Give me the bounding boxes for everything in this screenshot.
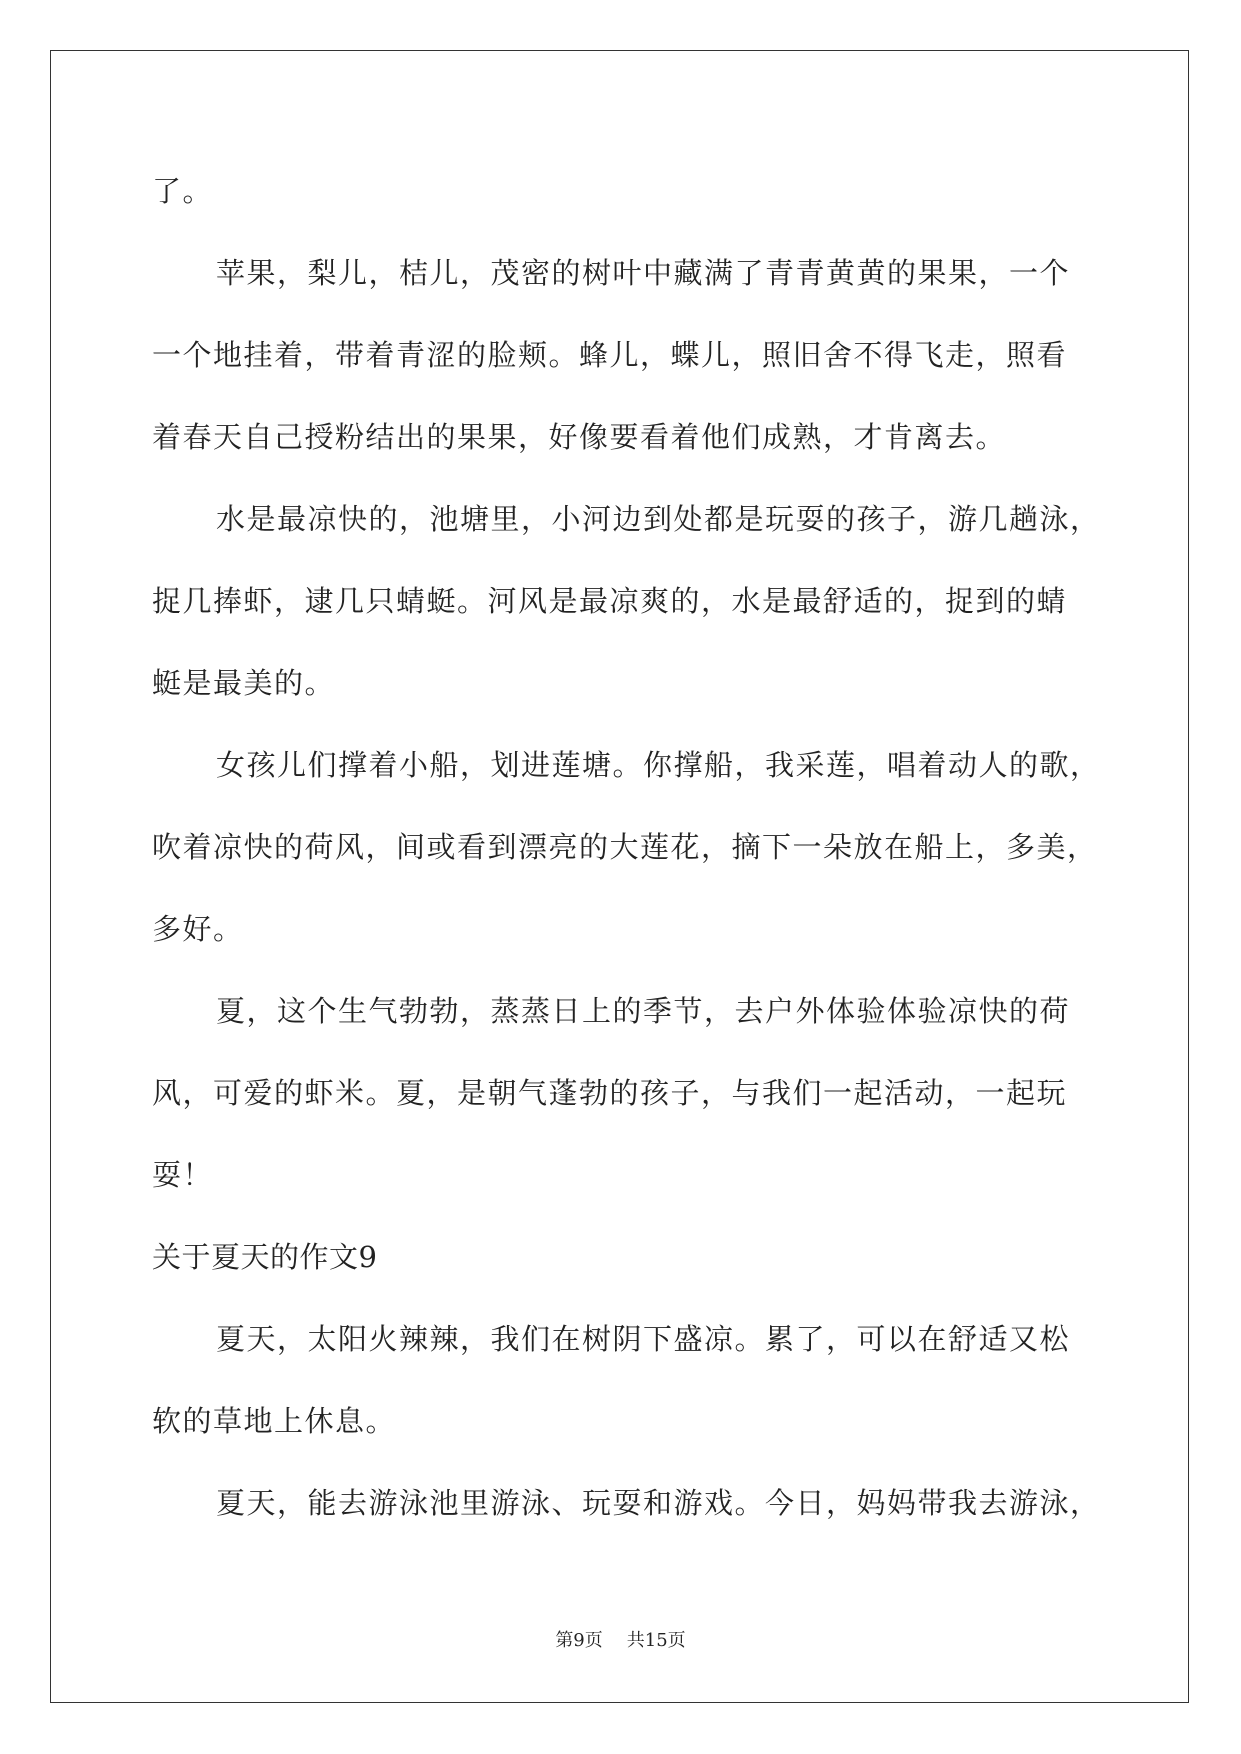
text-line: 蜓是最美的。 [152,666,336,700]
section-heading: 关于夏天的作文9 [152,1240,378,1274]
text-line: 着春天自己授粉结出的果果，好像要看着他们成熟，才肯离去。 [152,420,1007,454]
text-line: 耍！ [152,1158,214,1192]
paragraph-start-line: 夏天，太阳火辣辣，我们在树阴下盛凉。累了，可以在舒适又松 [216,1322,1071,1356]
text-line: 一个地挂着，带着青涩的脸颊。蜂儿，蝶儿，照旧舍不得飞走，照看 [152,338,1068,372]
page-number-total: 共15页 [626,1630,686,1651]
page-number-current: 第9页 [555,1630,603,1651]
paragraph-start-line: 水是最凉快的，池塘里，小河边到处都是玩耍的孩子，游几趟泳， [216,502,1101,536]
document-body [152,150,1101,1544]
text-line: 吹着凉快的荷风，间或看到漂亮的大莲花，摘下一朵放在船上，多美， [152,830,1098,864]
paragraph-start-line: 女孩儿们撑着小船，划进莲塘。你撑船，我采莲，唱着动人的歌， [216,748,1101,782]
text-line: 了。 [152,174,214,208]
text-line: 多好。 [152,912,244,946]
paragraph-start-line: 夏天，能去游泳池里游泳、玩耍和游戏。今日，妈妈带我去游泳， [216,1486,1101,1520]
paragraph-start-line: 夏，这个生气勃勃，蒸蒸日上的季节，去户外体验体验凉快的荷 [216,994,1071,1028]
text-line: 捉几捧虾，逮几只蜻蜓。河风是最凉爽的，水是最舒适的，捉到的蜻 [152,584,1068,618]
text-line: 软的草地上休息。 [152,1404,397,1438]
page-footer [0,1626,1241,1652]
paragraph-start-line: 苹果，梨儿，桔儿，茂密的树叶中藏满了青青黄黄的果果，一个 [216,256,1071,290]
text-line: 风，可爱的虾米。夏，是朝气蓬勃的孩子，与我们一起活动，一起玩 [152,1076,1068,1110]
